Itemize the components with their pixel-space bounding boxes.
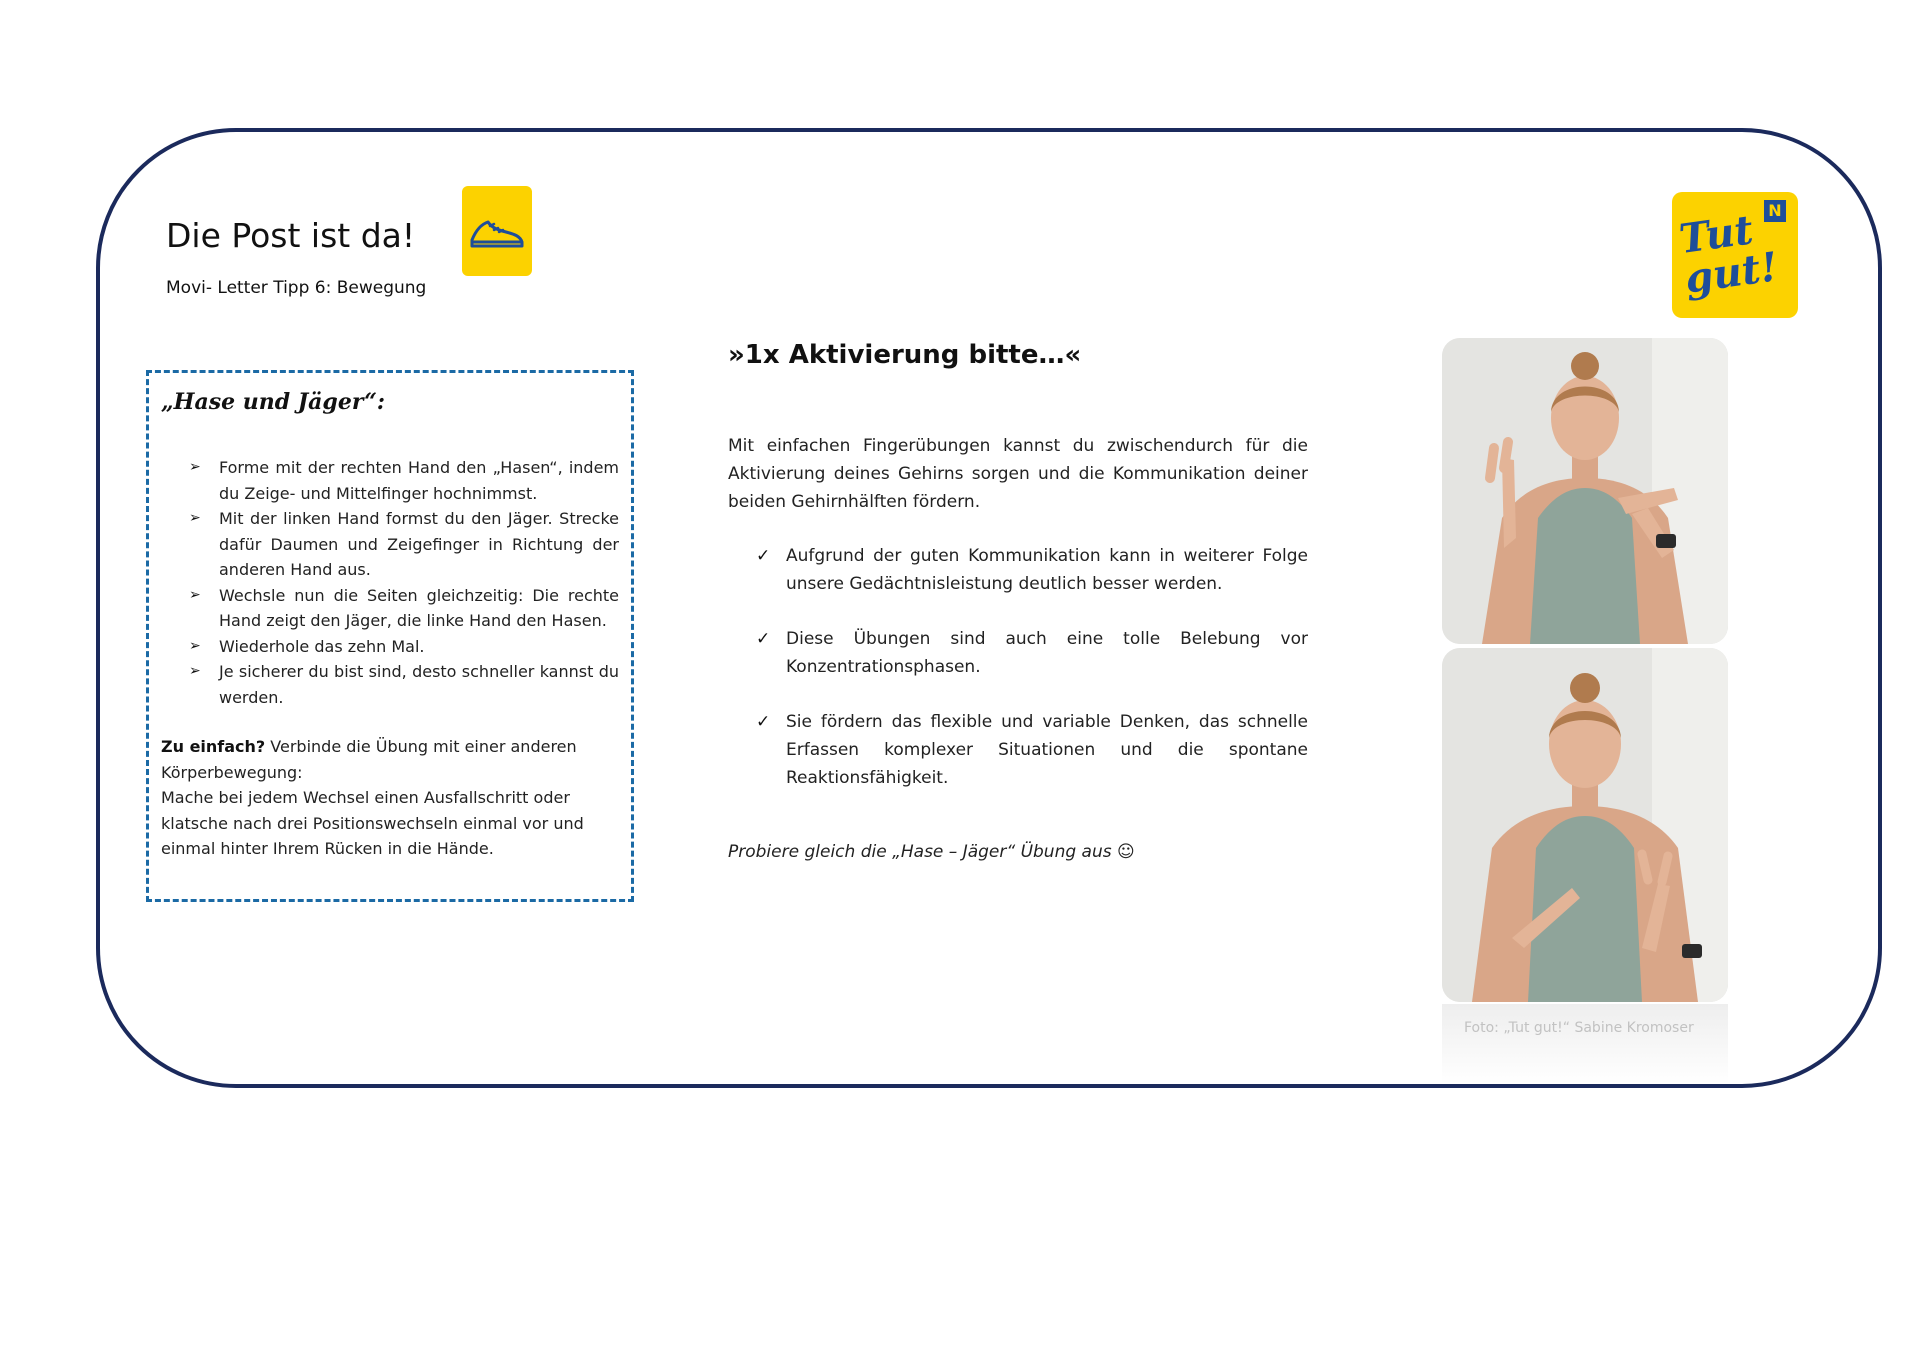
exercise-step [189,634,619,660]
logo-text: Tut gut! [1676,206,1781,303]
arrowhead-bullet-icon: ➢ [189,637,201,654]
checkmark-icon: ✓ [756,629,771,649]
checkmark-icon: ✓ [756,546,771,566]
benefit-item [756,708,1308,792]
page-subtitle: Movi- Letter Tipp 6: Bewegung [166,278,427,298]
intro-paragraph: Mit einfachen Fingerübungen kannst du zwischendurch für die Aktivierung deines Gehirns sorgen und die Kommunikation deiner beiden Gehirnhälften fördern. [728,436,1308,512]
exercise-step-text: Je sicherer du bist sind, desto schneller kannst du werden. [219,662,619,707]
variation-text: Verbinde die Übung mit einer anderen Körperbewegung: [161,737,577,782]
photo-hare-hunter-bottom [1442,648,1728,1002]
benefit-text: Sie fördern das flexible und variable Denken, das schnelle Erfassen komplexer Situationen und die spontane Reaktionsfähigkeit. [786,712,1308,788]
running-shoe-badge [462,186,532,276]
checkmark-icon: ✓ [756,712,771,732]
variation-instruction: Mache bei jedem Wechsel einen Ausfallschritt oder klatsche nach drei Positionswechseln einmal vor und einmal hinter Ihrem Rücken in die Hände. [161,788,584,858]
person-illustration [1442,338,1728,644]
running-shoe-icon [468,212,526,252]
photo-reflection [1442,1004,1728,1084]
arrowhead-bullet-icon: ➢ [189,459,201,475]
exercise-box [146,370,634,902]
section-heading: »1x Aktivierung bitte…« [728,340,1082,370]
exercise-steps [161,455,619,710]
arrowhead-bullet-icon: ➢ [189,663,201,679]
exercise-step [189,659,619,710]
exercise-heading: „Hase und Jäger“: [161,389,385,415]
exercise-step-text: Mit der linken Hand formst du den Jäger. Strecke dafür Daumen und Zeigefinger in Richtung der anderen Hand aus. [219,509,619,579]
variation-label: Zu einfach? [161,737,266,756]
benefits-list [756,542,1308,819]
exercise-step-text: Wiederhole das zehn Mal. [219,636,425,656]
benefit-text: Aufgrund der guten Kommunikation kann in weiterer Folge unsere Gedächtnisleistung deutlich besser werden. [786,546,1308,594]
photo-credit: Foto: „Tut gut!“ Sabine Kromoser [1464,1020,1694,1036]
arrowhead-bullet-icon: ➢ [189,586,201,603]
exercise-step [189,506,619,583]
variation-note [161,734,619,862]
photo-hare-hunter-top [1442,338,1728,644]
benefit-item [756,542,1308,598]
logo-corner-letter: N [1764,200,1786,222]
benefit-item [756,625,1308,681]
exercise-step-text: Forme mit der rechten Hand den „Hasen“, indem du Zeige- und Mittelfinger hochnimmst. [219,458,619,503]
benefit-text: Diese Übungen sind auch eine tolle Belebung vor Konzentrationsphasen. [786,629,1308,677]
person-illustration [1442,648,1728,1002]
page-title: Die Post ist da! [166,216,416,255]
exercise-step [189,583,619,634]
closing-line: Probiere gleich die „Hase – Jäger“ Übung aus ☺ [728,842,1135,862]
exercise-step [189,455,619,506]
exercise-step-text: Wechsle nun die Seiten gleichzeitig: Die rechte Hand zeigt den Jäger, die linke Hand den Hasen. [219,585,619,630]
tut-gut-logo [1672,192,1798,318]
arrowhead-bullet-icon: ➢ [189,510,201,526]
